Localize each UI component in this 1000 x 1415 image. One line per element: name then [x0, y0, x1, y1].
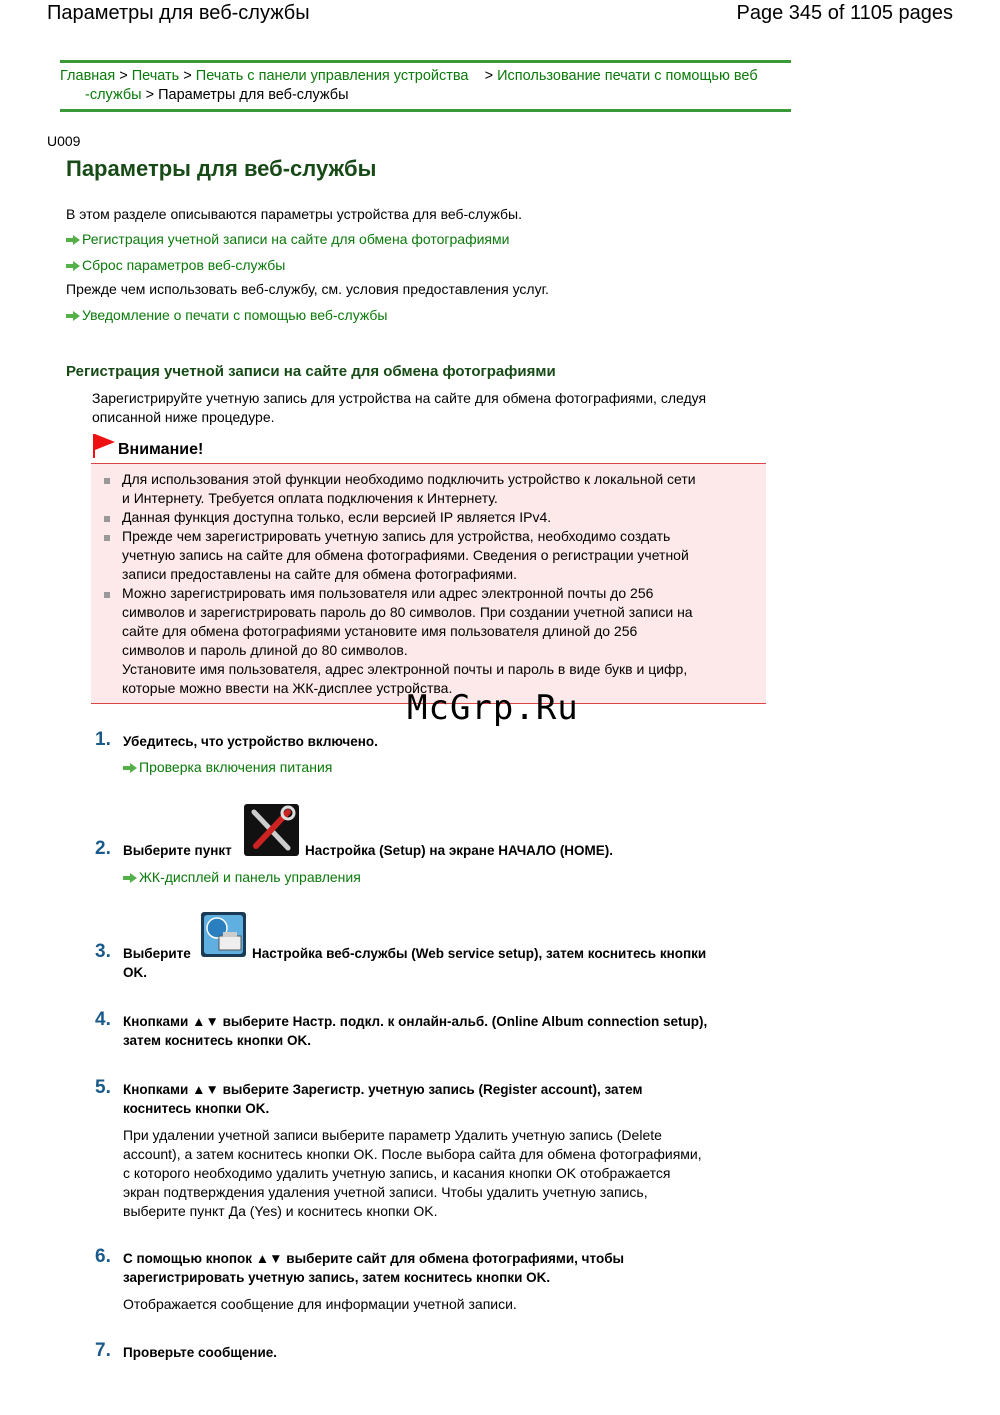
- section-desc: Зарегистрируйте учетную запись для устройства на сайте для обмена фотографиями, следуя описанной ниже процедуре.: [92, 390, 707, 425]
- link-notice[interactable]: Уведомление о печати с помощью веб-службы: [66, 306, 388, 325]
- caution-line: Для использования этой функции необходимо подключить устройство к локальной сети: [122, 471, 696, 487]
- breadcrumb-separator: >: [145, 87, 155, 103]
- step-body: с которого необходимо удалить учетную запись, и касания кнопки OK отображается: [123, 1165, 671, 1181]
- breadcrumb-link-home[interactable]: Главная: [60, 68, 116, 84]
- step-number: 2.: [95, 838, 111, 859]
- breadcrumb-separator: >: [484, 68, 494, 84]
- breadcrumb-link-web-print-cont[interactable]: -службы: [85, 87, 142, 103]
- caution-line: и Интернету. Требуется оплата подключения к Интернету.: [122, 490, 498, 506]
- section-title: Регистрация учетной записи на сайте для обмена фотографиями: [66, 363, 556, 380]
- step-text-line1: Кнопками ▲▼ выберите Зарегистр. учетную запись (Register account), затем: [123, 1082, 643, 1097]
- step-text-line2: OK.: [123, 965, 148, 980]
- link-lcd-panel[interactable]: ЖК-дисплей и панель управления: [123, 868, 361, 887]
- arrow-right-icon: [66, 261, 81, 271]
- step-text: Убедитесь, что устройство включено.: [123, 734, 378, 749]
- link-reset[interactable]: Сброс параметров веб-службы: [66, 256, 285, 275]
- caution-line: записи предоставлены на сайте для обмена фотографиями.: [122, 566, 517, 582]
- breadcrumb-bottom-rule: [60, 109, 791, 112]
- step-number: 6.: [95, 1246, 111, 1267]
- step-text-pre: Выберите пункт: [123, 843, 232, 858]
- intro-text: В этом разделе описываются параметры устройства для веб-службы.: [66, 206, 522, 222]
- step-body: Отображается сообщение для информации учетной записи.: [123, 1296, 517, 1312]
- step-text-post: Настройка (Setup) на экране НАЧАЛО (HOME).: [305, 843, 614, 858]
- step-text-post: Настройка веб-службы (Web service setup), затем коснитесь кнопки: [252, 946, 707, 961]
- step-body: выберите пункт Да (Yes) и коснитесь кнопки OK.: [123, 1203, 438, 1219]
- caution-heading: Внимание!: [92, 434, 203, 459]
- breadcrumb-separator: >: [183, 68, 192, 84]
- caution-line: сайте для обмена фотографиями установите имя пользователя длиной до 256: [122, 623, 638, 639]
- breadcrumb-top-rule: [60, 60, 791, 63]
- page-counter: Page 345 of 1105 pages: [736, 2, 953, 24]
- step-text-line2: зарегистрировать учетную запись, затем коснитесь кнопки OK.: [123, 1270, 551, 1285]
- step-number: 7.: [95, 1340, 111, 1361]
- breadcrumb-current: Параметры для веб-службы: [158, 87, 349, 103]
- step-number: 5.: [95, 1077, 111, 1098]
- setup-tools-icon: [244, 804, 299, 856]
- link-power-check[interactable]: Проверка включения питания: [123, 758, 332, 777]
- breadcrumb-separator: >: [119, 68, 128, 84]
- caution-line: Данная функция доступна только, если версией IP является IPv4.: [122, 509, 552, 525]
- web-service-icon: [201, 912, 246, 957]
- step-text-line1: Проверьте сообщение.: [123, 1345, 278, 1360]
- caution-line: Прежде чем зарегистрировать учетную запись для устройства, необходимо создать: [122, 528, 671, 544]
- breadcrumb-link-print[interactable]: Печать: [131, 68, 180, 84]
- step-text-line2: затем коснитесь кнопки OK.: [123, 1033, 311, 1048]
- step-body: экран подтверждения удаления учетной записи. Чтобы удалить учетную запись,: [123, 1184, 648, 1200]
- caution-line: учетную запись на сайте для обмена фотографиями. Сведения о регистрации учетной: [122, 547, 689, 563]
- step-number: 4.: [95, 1009, 111, 1030]
- breadcrumb-link-web-print[interactable]: Использование печати с помощью веб: [497, 68, 758, 84]
- step-number: 1.: [95, 729, 111, 750]
- before-use-text: Прежде чем использовать веб-службу, см. условия предоставления услуг.: [66, 281, 549, 297]
- doc-code: U009: [47, 133, 81, 149]
- step-number: 3.: [95, 941, 111, 962]
- step-text-line2: коснитесь кнопки OK.: [123, 1101, 270, 1116]
- flag-icon: [92, 434, 118, 458]
- breadcrumb-link-panel-print[interactable]: Печать с панели управления устройства: [195, 68, 469, 84]
- step-text-pre: Выберите: [123, 946, 191, 961]
- caution-line: которые можно ввести на ЖК-дисплее устройства.: [122, 680, 453, 696]
- header-title: Параметры для веб-службы: [47, 2, 310, 24]
- caution-line: Можно зарегистрировать имя пользователя или адрес электронной почты до 256: [122, 585, 654, 601]
- arrow-right-icon: [123, 763, 138, 773]
- step-text-line1: Кнопками ▲▼ выберите Настр. подкл. к онлайн-альб. (Online Album connection setup),: [123, 1014, 708, 1029]
- caution-line: символов и зарегистрировать пароль до 80 символов. При создании учетной записи на: [122, 604, 693, 620]
- step-body: account), а затем коснитесь кнопки OK. После выбора сайта для обмена фотографиями,: [123, 1146, 702, 1162]
- breadcrumb: [60, 67, 791, 105]
- page-title: Параметры для веб-службы: [66, 156, 377, 181]
- step-text-line1: С помощью кнопок ▲▼ выберите сайт для обмена фотографиями, чтобы: [123, 1251, 625, 1266]
- caution-line: символов и пароль длиной до 80 символов.: [122, 642, 408, 658]
- link-register[interactable]: Регистрация учетной записи на сайте для обмена фотографиями: [66, 230, 509, 249]
- arrow-right-icon: [123, 873, 138, 883]
- step-body: При удалении учетной записи выберите параметр Удалить учетную запись (Delete: [123, 1127, 662, 1143]
- arrow-right-icon: [66, 311, 81, 321]
- arrow-right-icon: [66, 235, 81, 245]
- watermark: McGrp.Ru: [407, 688, 579, 728]
- caution-line: Установите имя пользователя, адрес электронной почты и пароль в виде букв и цифр,: [122, 661, 688, 677]
